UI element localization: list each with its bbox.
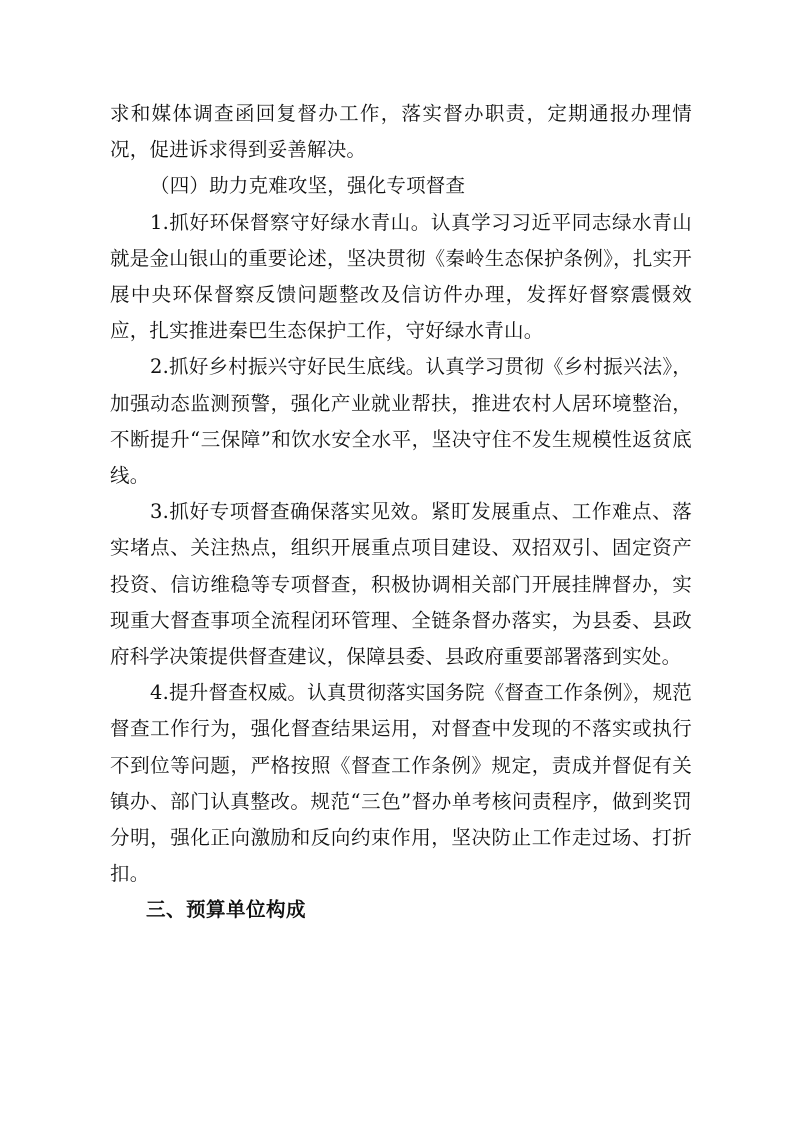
paragraph-item-1: 1.抓好环保督察守好绿水青山。认真学习习近平同志绿水青山就是金山银山的重要论述，坚决贯彻《秦岭生态保护条例》，扎实开展中央环保督察反馈问题整改及信访件办理，发挥好督察震慑效应，扎实推进秦巴生态保护工作，守好绿水青山。 — [110, 210, 692, 343]
paragraph-item-2: 2.抓好乡村振兴守好民生底线。认真学习贯彻《乡村振兴法》，加强动态监测预警，强化产业就业帮扶，推进农村人居环境整治，不断提升“三保障”和饮水安全水平，坚决守住不发生规模性返贫底线。 — [110, 355, 692, 488]
section-heading: 三、预算单位构成 — [146, 898, 307, 922]
paragraph-continuation: 求和媒体调查函回复督办工作，落实督办职责，定期通报办理情况，促进诉求得到妥善解决。 — [110, 102, 692, 162]
paragraph-item-4: 4.提升督查权威。认真贯彻落实国务院《督查工作条例》，规范督查工作行为，强化督查结果运用，对督查中发现的不落实或执行不到位等问题，严格按照《督查工作条例》规定，责成并督促有关镇办、部门认真整改。规范“三色”督办单考核问责程序，做到奖罚分明，强化正向激励和反向约束作用，坚决防止工作走过场、打折扣。 — [110, 681, 692, 886]
subsection-heading: （四）助力克难攻坚，强化专项督查 — [150, 174, 466, 198]
document-body — [110, 96, 692, 929]
paragraph-item-3: 3.抓好专项督查确保落实见效。紧盯发展重点、工作难点、落实堵点、关注热点，组织开展重点项目建设、双招双引、固定资产投资、信访维稳等专项督查，积极协调相关部门开展挂牌督办，实现重大督查事项全流程闭环管理、全链条督办落实，为县委、县政府科学决策提供督查建议，保障县委、县政府重要部署落到实处。 — [110, 500, 692, 669]
